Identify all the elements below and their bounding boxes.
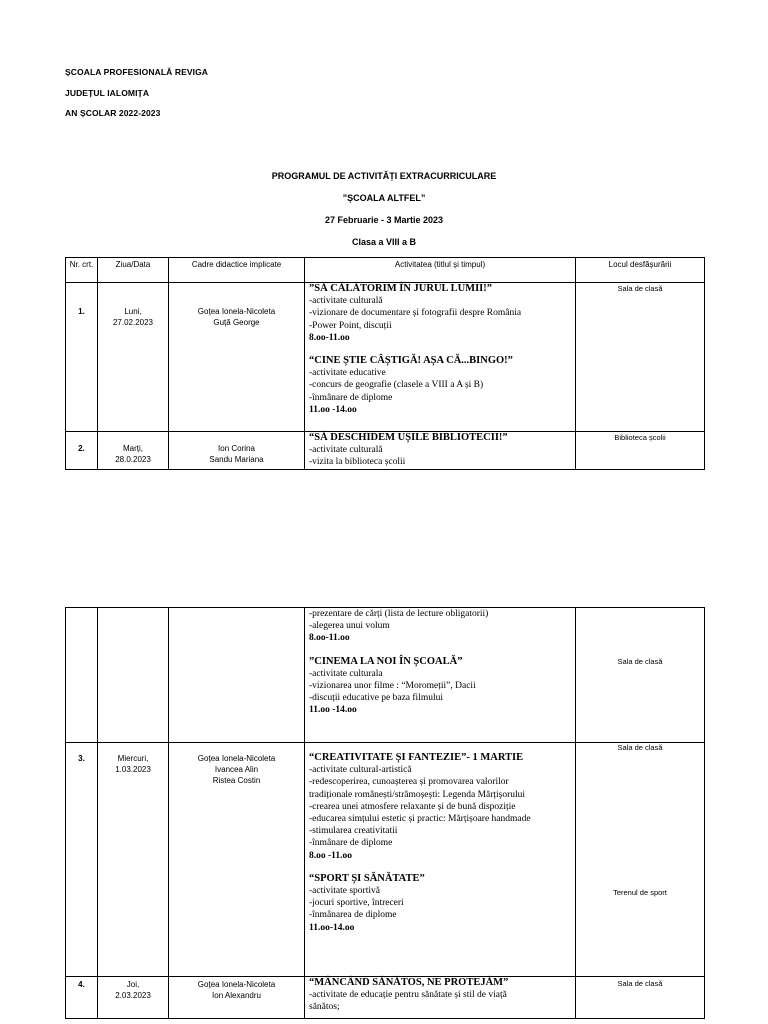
row-staff: Goțea Ionela-Nicoleta Ivancea Alin Ristea Costin	[169, 743, 305, 977]
activity-time: 11.oo-14.oo	[309, 922, 355, 933]
row-staff: Goțea Ionela-Nicoleta Ion Alexandru	[169, 977, 305, 1019]
row-activity: “CREATIVITATE ȘI FANTEZIE”- 1 MARTIE -activitate cultural-artistică -redescoperirea, cunoașterea și promovarea valorilor tradiționale românești/strămoșești: Legenda Mărțișorului -crearea unei atmosfere relaxante și de bună dispoziție -educarea simțului estetic și practic: Mărțișoare handmade -stimularea creativitatii -înmânare de diplome 8.oo -11.oo “SPORT ȘI SĂNĂTATE” -activitate sportivă -jocuri sportive, întreceri -înmânarea de diplome 11.oo-14.oo	[305, 743, 576, 977]
activity-title: ”CINEMA LA NOI ÎN ȘCOALĂ”	[309, 655, 463, 667]
program-dates: 27 Februarie - 3 Martie 2023	[324, 215, 444, 225]
row-number: 3.	[66, 743, 98, 977]
table-row	[66, 608, 705, 743]
row-day: Luni, 27.02.2023	[98, 283, 169, 432]
header-day: Ziua/Data	[98, 258, 169, 283]
table-row	[66, 283, 705, 432]
row-place: Sala de clasă	[576, 608, 705, 743]
row-staff	[169, 608, 305, 743]
row-number: 2.	[66, 432, 98, 470]
program-title: PROGRAMUL DE ACTIVITĂȚI EXTRACURRICULARE	[271, 171, 497, 181]
activity-title: “CINE ȘTIE CÂȘTIGĂ! AȘA CĂ...BINGO!”	[309, 355, 513, 367]
activity-title: “CREATIVITATE ȘI FANTEZIE”- 1 MARTIE	[309, 752, 524, 763]
row-place: Sala de clasă	[576, 977, 705, 1019]
activity-title: “SPORT ȘI SĂNĂTATE”	[309, 872, 425, 884]
header-nr: Nr. crt.	[66, 258, 98, 283]
activity-time: 8.oo-11.oo	[309, 633, 350, 644]
row-activity: “SĂ DESCHIDEM UȘILE BIBLIOTECII!” -activitate culturală -vizita la biblioteca școlii	[305, 432, 576, 470]
header-place: Locul desfășurării	[576, 258, 705, 283]
table-row	[66, 977, 705, 1019]
header-staff: Cadre didactice implicate	[169, 258, 305, 283]
row-place: Biblioteca școlii	[576, 432, 705, 470]
row-activity: ”SĂ CĂLĂTORIM ÎN JURUL LUMII!” -activitate culturală -vizionare de documentare și fotografii despre România -Power Point, discuții 8.oo-11.oo “CINE ȘTIE CÂȘTIGĂ! AȘA CĂ...BINGO!” -activitate educative -concurs de geografie (clasele a VIII a A și B) -înmânare de diplome 11.oo -14.oo	[305, 283, 576, 432]
row-number: 4.	[66, 977, 98, 1019]
program-name: ”ȘCOALA ALTFEL”	[342, 193, 426, 203]
class-name: Clasa a VIII a B	[351, 237, 417, 247]
table-header-row	[66, 258, 705, 283]
school-year: AN ȘCOLAR 2022-2023	[65, 108, 161, 118]
row-day: Miercuri, 1.03.2023	[98, 743, 169, 977]
table-row	[66, 743, 705, 977]
row-place: Sala de clasă	[576, 283, 705, 432]
schedule-table-part1	[65, 257, 705, 470]
school-name: ȘCOALA PROFESIONALĂ REVIGA	[65, 67, 209, 77]
row-day: Marți, 28.0.2023	[98, 432, 169, 470]
row-place: Sala de clasă Terenul de sport	[576, 743, 705, 977]
activity-title: “SĂ DESCHIDEM UȘILE BIBLIOTECII!”	[309, 432, 508, 443]
row-staff: Goțea Ionela-Nicoleta Guță George	[169, 283, 305, 432]
activity-time: 11.oo -14.oo	[309, 404, 357, 415]
activity-title: “MÂNCÂND SĂNĂTOS, NE PROTEJĂM”	[309, 977, 509, 988]
schedule-table-part2	[65, 607, 705, 1019]
activity-time: 8.oo-11.oo	[309, 332, 350, 343]
row-day	[98, 608, 169, 743]
header-activity: Activitatea (titlul și timpul)	[305, 258, 576, 283]
county-name: JUDEȚUL IALOMIȚA	[65, 88, 150, 98]
row-number	[66, 608, 98, 743]
activity-time: 11.oo -14.oo	[309, 705, 357, 716]
table-row	[66, 432, 705, 470]
row-number: 1.	[66, 283, 98, 432]
row-staff: Ion Corina Sandu Mariana	[169, 432, 305, 470]
activity-title: ”SĂ CĂLĂTORIM ÎN JURUL LUMII!”	[309, 283, 492, 294]
activity-time: 8.oo -11.oo	[309, 850, 353, 861]
row-activity: -prezentare de cărți (lista de lecture obligatorii) -alegerea unui volum 8.oo-11.oo ”CINEMA LA NOI ÎN ȘCOALĂ” -activitate culturala -vizionarea unor filme : “Moromeții”, Dacii -discuții educative pe baza filmului 11.oo -14.oo	[305, 608, 576, 743]
row-day: Joi, 2.03.2023	[98, 977, 169, 1019]
row-activity: “MÂNCÂND SĂNĂTOS, NE PROTEJĂM” -activitate de educație pentru sănătate și stil de viață sănătos;	[305, 977, 576, 1019]
